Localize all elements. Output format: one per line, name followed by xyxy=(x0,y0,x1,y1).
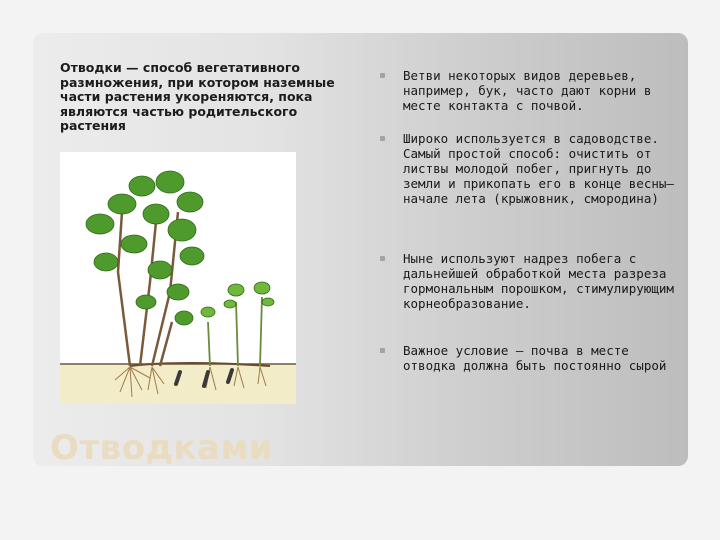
slide-subtitle: Отводки — способ вегетативного размножения, при котором наземные части растения укореняются, пока являются частью родительского растения xyxy=(60,60,335,133)
list-item xyxy=(380,131,678,206)
list-item xyxy=(380,343,678,373)
plant-illustration-icon xyxy=(60,152,296,404)
bullet-icon xyxy=(380,136,385,141)
list-item xyxy=(380,68,678,113)
bullet-text: Ветви некоторых видов деревьев, например, бук, часто дают корни в месте контакта с почвой. xyxy=(403,68,652,113)
bullet-text: Широко используется в садоводстве. Самый простой способ: очистить от листвы молодой побег, пригнуть до земли и прикопать его в конце весны—начале лета (крыжовник, смородина) xyxy=(403,131,674,206)
bullet-icon xyxy=(380,348,385,353)
leaves xyxy=(86,171,204,325)
bullet-icon xyxy=(380,73,385,78)
bullet-text: Важное условие — почва в месте отводка должна быть постоянно сырой xyxy=(403,343,667,373)
bullet-icon xyxy=(380,256,385,261)
slide-title: Отводками xyxy=(50,428,274,468)
layering-plant-illustration xyxy=(60,152,296,404)
bullet-text: Ныне используют надрез побега с дальнейшей обработкой места разреза гормональным порошком, стимулирующим корнеобразование. xyxy=(403,251,674,311)
list-item xyxy=(380,251,678,311)
